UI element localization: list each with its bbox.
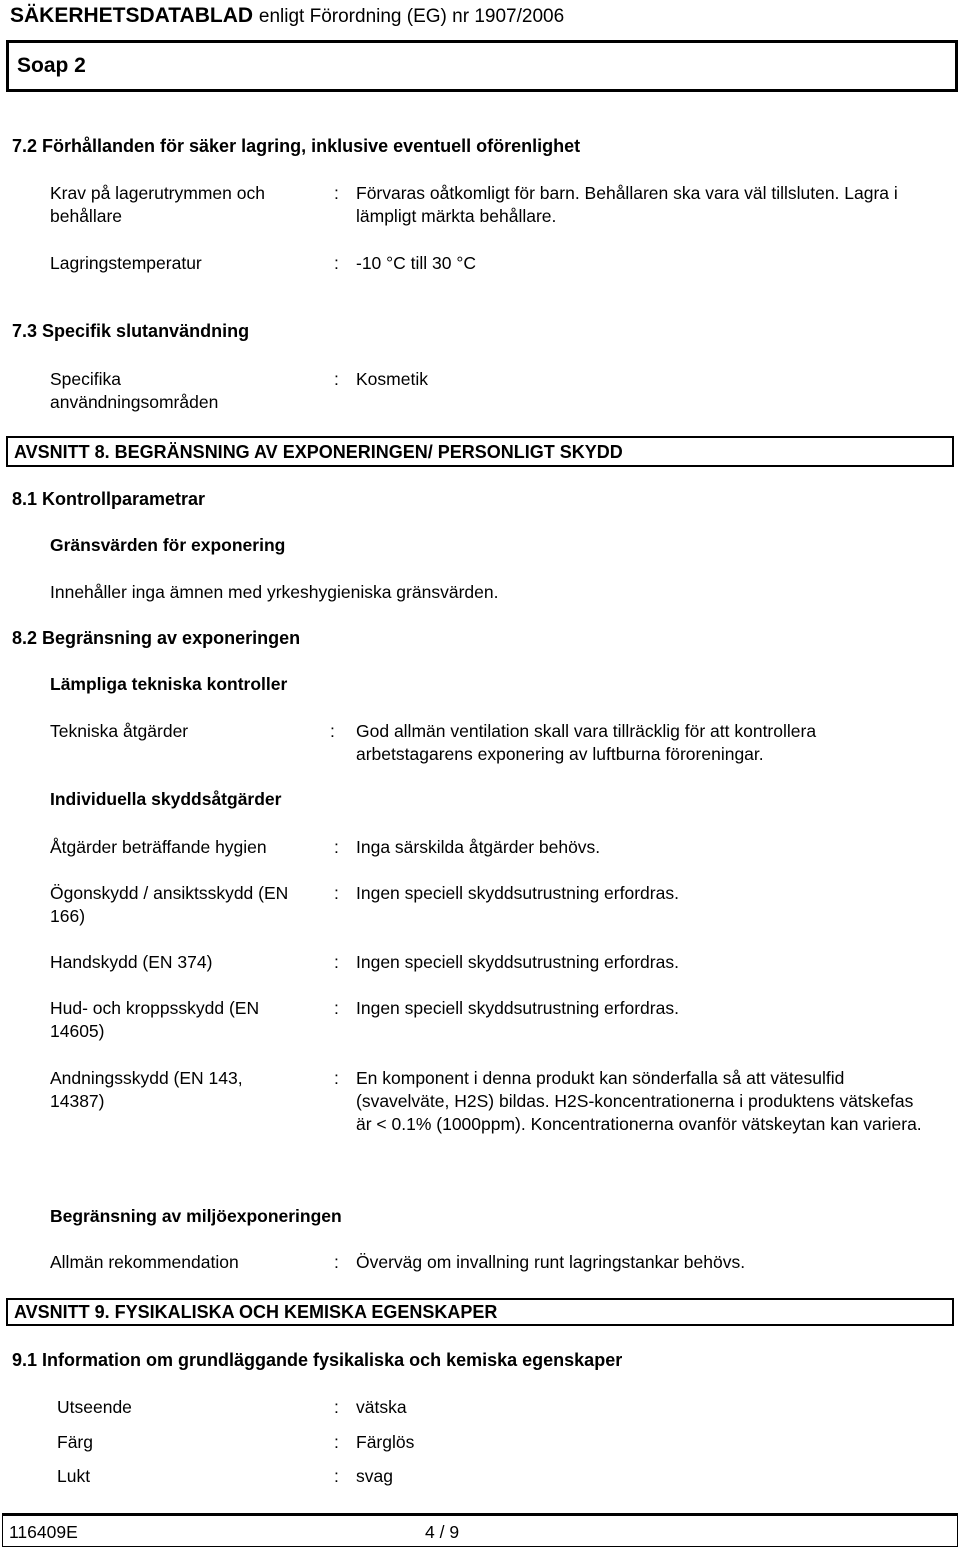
colon-separator: :	[334, 952, 339, 972]
subheading-individual-protection: Individuella skyddsåtgärder	[50, 789, 282, 809]
value-colour: Färglös	[356, 1432, 415, 1452]
section-9-title: AVSNITT 9. FYSIKALISKA OCH KEMISKA EGENSKAPER	[14, 1302, 498, 1322]
value-storage-requirements: Förvaras oåtkomligt för barn. Behållaren ska vara väl tillsluten. Lagra i lämpligt märkta behållare.	[356, 183, 898, 226]
colon-separator: :	[330, 721, 335, 741]
label-skin-body-protection: Hud- och kroppsskydd (EN 14605)	[50, 998, 260, 1041]
product-name-box	[6, 40, 958, 92]
label-hand-protection: Handskydd (EN 374)	[50, 952, 213, 972]
label-storage-temperature: Lagringstemperatur	[50, 253, 202, 273]
heading-7-3: 7.3 Specifik slutanvändning	[12, 321, 250, 341]
colon-separator: :	[334, 837, 339, 857]
colon-separator: :	[334, 1432, 339, 1452]
colon-separator: :	[334, 1068, 339, 1088]
document-header	[10, 4, 564, 28]
value-storage-temperature: -10 °C till 30 °C	[356, 253, 477, 273]
colon-separator: :	[334, 369, 339, 389]
document-regulation: enligt Förordning (EG) nr 1907/2006	[258, 6, 565, 27]
colon-separator: :	[334, 998, 339, 1018]
value-odour: svag	[356, 1466, 393, 1486]
page-number: 4 / 9	[425, 1522, 460, 1542]
value-specific-uses: Kosmetik	[356, 369, 428, 389]
label-technical-measures: Tekniska åtgärder	[50, 721, 189, 741]
colon-separator: :	[334, 1252, 339, 1272]
document-title: SÄKERHETSDATABLAD	[10, 4, 254, 27]
heading-9-1: 9.1 Information om grundläggande fysikaliska och kemiska egenskaper	[12, 1350, 623, 1370]
value-eye-face-protection: Ingen speciell skyddsutrustning erfordras.	[356, 883, 679, 903]
document-code: 116409E	[9, 1522, 78, 1542]
label-general-advice: Allmän rekommendation	[50, 1252, 239, 1272]
value-general-advice: Överväg om invallning runt lagringstankar behövs.	[356, 1252, 746, 1272]
value-skin-body-protection: Ingen speciell skyddsutrustning erfordras.	[356, 998, 679, 1018]
section-8-title: AVSNITT 8. BEGRÄNSNING AV EXPONERINGEN/ PERSONLIGT SKYDD	[14, 442, 623, 462]
colon-separator: :	[334, 883, 339, 903]
label-appearance: Utseende	[57, 1397, 132, 1417]
heading-8-2: 8.2 Begränsning av exponeringen	[12, 628, 301, 648]
section-8-header	[6, 436, 954, 467]
label-hygiene-measures: Åtgärder beträffande hygien	[50, 837, 267, 857]
value-hygiene-measures: Inga särskilda åtgärder behövs.	[356, 837, 601, 857]
colon-separator: :	[334, 1466, 339, 1486]
value-respiratory-protection: En komponent i denna produkt kan sönderfalla så att vätesulfid (svavelväte, H2S) bildas. H2S-koncentrationerna i produktens vätskefas är < 0.1% (1000ppm). Koncentrationerna ovanför vätskeytan kan variera.	[356, 1068, 922, 1134]
label-respiratory-protection: Andningsskydd (EN 143, 14387)	[50, 1068, 243, 1111]
page-footer	[2, 1513, 958, 1547]
value-technical-measures: God allmän ventilation skall vara tillräcklig för att kontrollera arbetstagarens exponering av luftburna föroreningar.	[356, 721, 817, 764]
value-hand-protection: Ingen speciell skyddsutrustning erfordras.	[356, 952, 679, 972]
colon-separator: :	[334, 183, 339, 203]
subheading-environmental-exposure: Begränsning av miljöexponeringen	[50, 1206, 342, 1226]
label-storage-requirements: Krav på lagerutrymmen och behållare	[50, 183, 265, 226]
subheading-engineering-controls: Lämpliga tekniska kontroller	[50, 674, 288, 694]
exposure-limits-text: Innehåller inga ämnen med yrkeshygieniska gränsvärden.	[50, 582, 499, 602]
label-eye-face-protection: Ögonskydd / ansiktsskydd (EN 166)	[50, 883, 289, 926]
section-9-header	[6, 1298, 954, 1326]
label-specific-uses: Specifika användningsområden	[50, 369, 219, 412]
value-appearance: vätska	[356, 1397, 407, 1417]
label-odour: Lukt	[57, 1466, 91, 1486]
heading-7-2: 7.2 Förhållanden för säker lagring, inklusive eventuell oförenlighet	[12, 136, 581, 156]
colon-separator: :	[334, 253, 339, 273]
heading-8-1: 8.1 Kontrollparametrar	[12, 489, 206, 509]
label-colour: Färg	[57, 1432, 93, 1452]
colon-separator: :	[334, 1397, 339, 1417]
product-name: Soap 2	[17, 54, 86, 77]
subheading-exposure-limits: Gränsvärden för exponering	[50, 535, 286, 555]
